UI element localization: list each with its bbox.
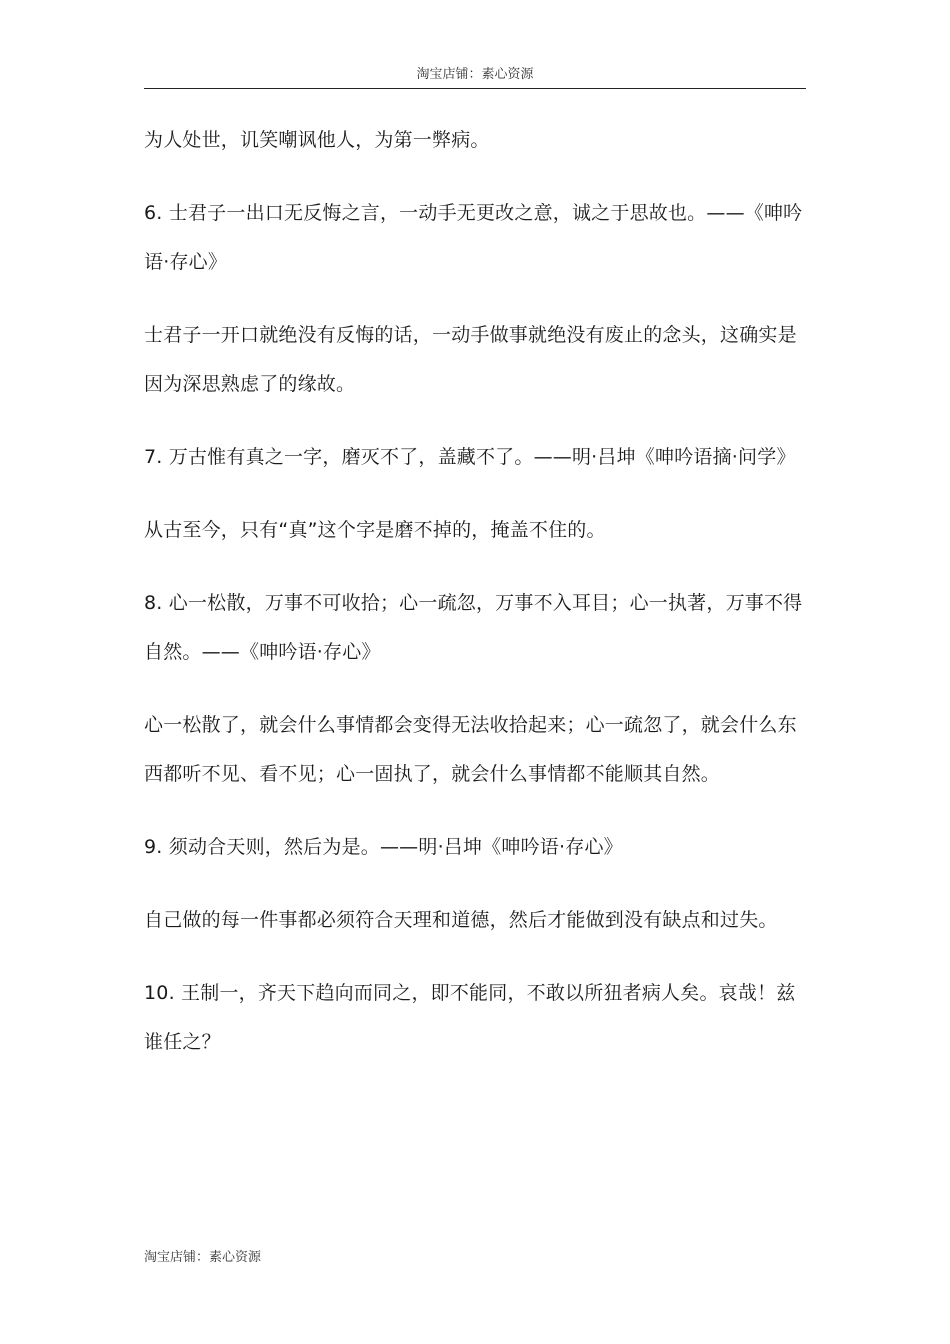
- paragraph-10: 10. 王制一，齐天下趋向而同之，即不能同，不敢以所狃者病人矣。哀哉！兹谁任之？: [144, 982, 796, 1053]
- paragraph-8: 9. 须动合天则，然后为是。——明·吕坤《呻吟语·存心》: [144, 836, 623, 858]
- paragraph-6: 8. 心一松散，万事不可收拾；心一疏忽，万事不入耳目；心一执著，万事不得自然。——《呻吟语·存心》: [144, 592, 803, 663]
- paragraph-3: 士君子一开口就绝没有反悔的话，一动手做事就绝没有废止的念头，这确实是因为深思熟虑了的缘故。: [144, 324, 797, 395]
- paragraph-1: 为人处世，讥笑嘲讽他人，为第一弊病。: [144, 129, 490, 151]
- paragraph-2: 6. 士君子一出口无反悔之言，一动手无更改之意，诚之于思故也。——《呻吟语·存心》: [144, 202, 803, 273]
- page-header: 淘宝店铺：素心资源: [144, 64, 806, 89]
- paragraph-7: 心一松散了，就会什么事情都会变得无法收拾起来；心一疏忽了，就会什么东西都听不见、看不见；心一固执了，就会什么事情都不能顺其自然。: [144, 714, 797, 785]
- paragraph-4: 7. 万古惟有真之一字，磨灭不了，盖藏不了。——明·吕坤《呻吟语摘·问学》: [144, 446, 796, 468]
- document-body: [144, 116, 808, 1091]
- page-footer: 淘宝店铺：素心资源: [144, 1250, 262, 1265]
- paragraph-5: 从古至今，只有“真”这个字是磨不掉的，掩盖不住的。: [144, 519, 606, 541]
- paragraph-9: 自己做的每一件事都必须符合天理和道德，然后才能做到没有缺点和过失。: [144, 909, 778, 931]
